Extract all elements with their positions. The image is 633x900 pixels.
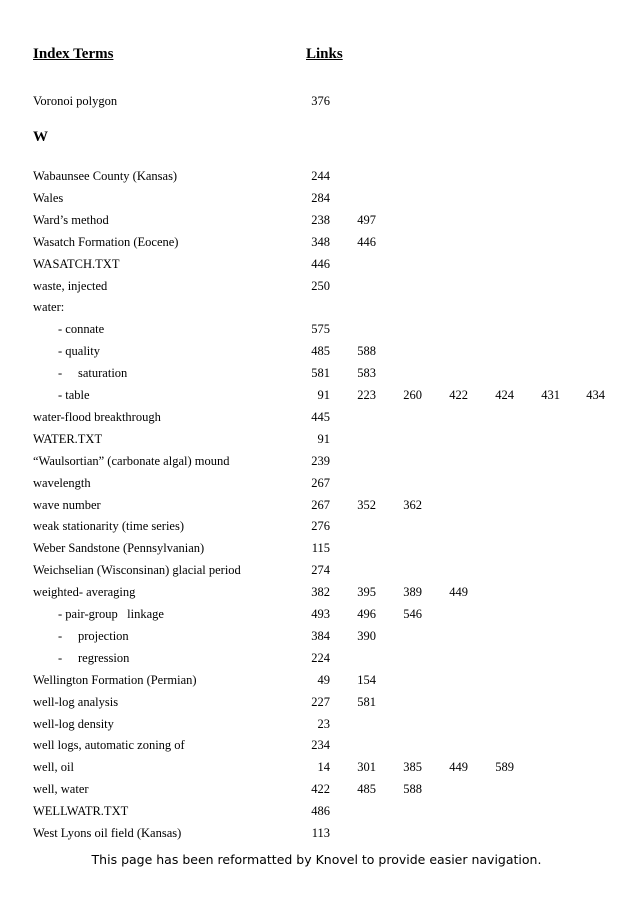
index-term-label: Wales (33, 190, 64, 205)
index-term (33, 780, 89, 798)
page-link[interactable]: 422 (311, 782, 330, 797)
index-term-label: WATER.TXT (33, 431, 103, 446)
index-entry (0, 277, 633, 295)
index-term-label: - connate (58, 322, 105, 337)
index-term-label: Ward’s method (33, 212, 109, 227)
index-term-label: - table (58, 388, 90, 402)
page-link[interactable]: 227 (311, 694, 330, 709)
index-term (33, 824, 181, 842)
index-term (58, 649, 129, 667)
index-term (33, 758, 74, 776)
page-link[interactable]: 224 (311, 650, 330, 665)
index-term (58, 320, 104, 338)
index-entry (0, 715, 633, 733)
index-term-label: well-log density (33, 716, 114, 731)
index-term-label: West Lyons oil field (Kansas) (33, 826, 182, 840)
index-entry (0, 211, 633, 229)
page-link[interactable]: 497 (357, 212, 376, 227)
index-term (58, 364, 127, 382)
page-link[interactable]: 485 (311, 344, 330, 359)
page-link[interactable]: 348 (311, 234, 330, 249)
page-link[interactable]: 238 (311, 212, 330, 227)
page-link[interactable]: 581 (357, 694, 376, 709)
index-term (33, 539, 204, 557)
sub-dash: - (58, 628, 63, 643)
page-link[interactable]: 113 (311, 826, 330, 840)
index-term (33, 211, 109, 229)
index-term (33, 167, 177, 185)
page-link[interactable]: 239 (311, 453, 330, 468)
section-letter: W (33, 129, 48, 145)
index-term-label: Wabaunsee County (Kansas) (33, 169, 178, 183)
index-term (33, 736, 185, 754)
index-entry (0, 342, 633, 360)
index-term (33, 255, 119, 273)
page-link[interactable]: 575 (311, 322, 330, 337)
index-term (58, 386, 90, 404)
index-term (33, 408, 161, 426)
page-link[interactable]: 493 (311, 607, 330, 621)
page-link[interactable]: 390 (357, 628, 376, 643)
index-term-label: Voronoi polygon (33, 94, 118, 108)
page-link[interactable]: 384 (311, 628, 330, 643)
index-entry (0, 167, 633, 185)
index-term-label: wavelength (33, 475, 91, 490)
sub-dash: - (58, 366, 63, 381)
page-link[interactable]: 267 (311, 497, 330, 512)
page-link[interactable]: 234 (311, 738, 330, 753)
page-link[interactable]: 362 (403, 497, 422, 512)
page-link[interactable]: 49 (317, 672, 330, 687)
index-entry (0, 189, 633, 207)
page-link[interactable]: 546 (403, 607, 422, 621)
index-entry (0, 780, 633, 798)
index-term-label: water-flood breakthrough (33, 409, 161, 424)
index-term (58, 605, 164, 623)
index-entry (0, 605, 633, 623)
index-term (33, 517, 184, 535)
page-link[interactable]: 284 (311, 190, 330, 205)
page-link[interactable]: 352 (357, 497, 376, 512)
index-term-label: waste, injected (33, 278, 108, 293)
index-entry (0, 320, 633, 338)
index-entry (0, 408, 633, 426)
page-link[interactable]: 223 (357, 388, 376, 402)
page-link[interactable]: 267 (311, 475, 330, 490)
page-link[interactable]: 581 (311, 366, 330, 381)
index-entry (0, 824, 633, 842)
page-link[interactable]: 274 (311, 563, 330, 578)
page-link[interactable]: 445 (311, 409, 330, 424)
page-link[interactable]: 382 (311, 585, 330, 600)
index-term (33, 92, 117, 110)
index-term-label: saturation (78, 366, 128, 381)
index-entry (0, 517, 633, 535)
index-term-label: Wellington Formation (Permian) (33, 672, 197, 687)
index-term-label: well, oil (33, 760, 74, 775)
page-link[interactable]: 244 (311, 169, 330, 183)
page-link[interactable]: 250 (311, 278, 330, 293)
links-header: Links (306, 46, 343, 62)
page-link[interactable]: 389 (403, 585, 422, 600)
page-link[interactable]: 589 (495, 760, 514, 775)
index-term-label: - pair-group linkage (58, 607, 164, 621)
page-link[interactable]: 486 (311, 804, 330, 819)
page-link[interactable]: 14 (317, 760, 330, 775)
index-term (33, 802, 128, 820)
index-entry (0, 496, 633, 514)
index-term-label: “Waulsortian” (carbonate algal) mound (33, 453, 230, 468)
index-entry (0, 802, 633, 820)
index-entry (0, 693, 633, 711)
index-term (33, 233, 178, 251)
index-term (33, 430, 102, 448)
index-entry (0, 583, 633, 601)
page-link[interactable]: 154 (357, 672, 376, 687)
page-link[interactable]: 431 (541, 388, 560, 402)
page-link[interactable]: 260 (403, 388, 422, 402)
index-term (33, 474, 91, 492)
index-term (33, 715, 114, 733)
index-term-label: well logs, automatic zoning of (33, 738, 185, 753)
page-link[interactable]: 588 (403, 782, 422, 797)
index-entry (0, 298, 633, 316)
index-term-label: weighted- averaging (33, 585, 136, 600)
index-entry (0, 452, 633, 470)
index-term-label: weak stationarity (time series) (33, 519, 184, 534)
index-entry (0, 233, 633, 251)
index-term-label: well, water (33, 782, 89, 797)
index-term (33, 671, 197, 689)
page-link[interactable]: 422 (449, 388, 468, 402)
index-term-label: regression (78, 650, 130, 665)
index-entry (0, 255, 633, 273)
index-terms-header: Index Terms (33, 46, 114, 62)
page-link[interactable]: 115 (311, 541, 330, 556)
index-term (33, 452, 229, 470)
page-link[interactable]: 446 (311, 256, 330, 271)
index-entry (0, 386, 633, 404)
index-term (33, 496, 101, 514)
index-term-label: water: (33, 300, 65, 315)
index-term (33, 561, 241, 579)
page-link[interactable]: 583 (357, 366, 376, 381)
page-link[interactable]: 449 (449, 760, 468, 775)
page-link[interactable]: 446 (357, 234, 376, 249)
page-link[interactable]: 485 (357, 782, 376, 797)
page-link[interactable]: 496 (357, 607, 376, 621)
index-term-label: - quality (58, 344, 101, 359)
index-entry (0, 430, 633, 448)
index-term (33, 583, 135, 601)
index-entry (0, 474, 633, 492)
index-term (33, 693, 118, 711)
index-entry (0, 627, 633, 645)
page-link[interactable]: 23 (317, 716, 330, 731)
page-link[interactable]: 376 (311, 94, 330, 108)
page-link[interactable]: 449 (449, 585, 468, 600)
footer-note: This page has been reformatted by Knovel to provide easier navigation. (91, 852, 542, 867)
page-link[interactable]: 276 (311, 519, 330, 534)
index-term (33, 298, 64, 316)
page-link[interactable]: 91 (317, 388, 330, 402)
index-entry (0, 671, 633, 689)
sub-dash: - (58, 650, 63, 665)
page-link[interactable]: 385 (403, 760, 422, 775)
index-term-label: WELLWATR.TXT (33, 804, 129, 819)
index-term (33, 189, 63, 207)
index-term (58, 342, 100, 360)
index-entry (0, 92, 633, 110)
page-link[interactable]: 91 (317, 431, 330, 446)
page-link[interactable]: 395 (357, 585, 376, 600)
index-term-label: Weichselian (Wisconsinan) glacial period (33, 563, 241, 578)
index-term-label: Wasatch Formation (Eocene) (33, 234, 179, 249)
index-entry (0, 539, 633, 557)
page-link[interactable]: 424 (495, 388, 514, 402)
index-term-label: projection (78, 628, 129, 643)
index-entry (0, 649, 633, 667)
index-term-label: well-log analysis (33, 694, 119, 709)
index-term (33, 277, 107, 295)
index-term-label: WASATCH.TXT (33, 256, 120, 271)
index-term-label: Weber Sandstone (Pennsylvanian) (33, 541, 205, 556)
index-entry (0, 364, 633, 382)
page-link[interactable]: 434 (586, 388, 605, 402)
page-link[interactable]: 588 (357, 344, 376, 359)
index-entry (0, 561, 633, 579)
index-entry (0, 758, 633, 776)
index-entry (0, 736, 633, 754)
index-term (58, 627, 129, 645)
page-link[interactable]: 301 (357, 760, 376, 775)
index-term-label: wave number (33, 497, 101, 512)
